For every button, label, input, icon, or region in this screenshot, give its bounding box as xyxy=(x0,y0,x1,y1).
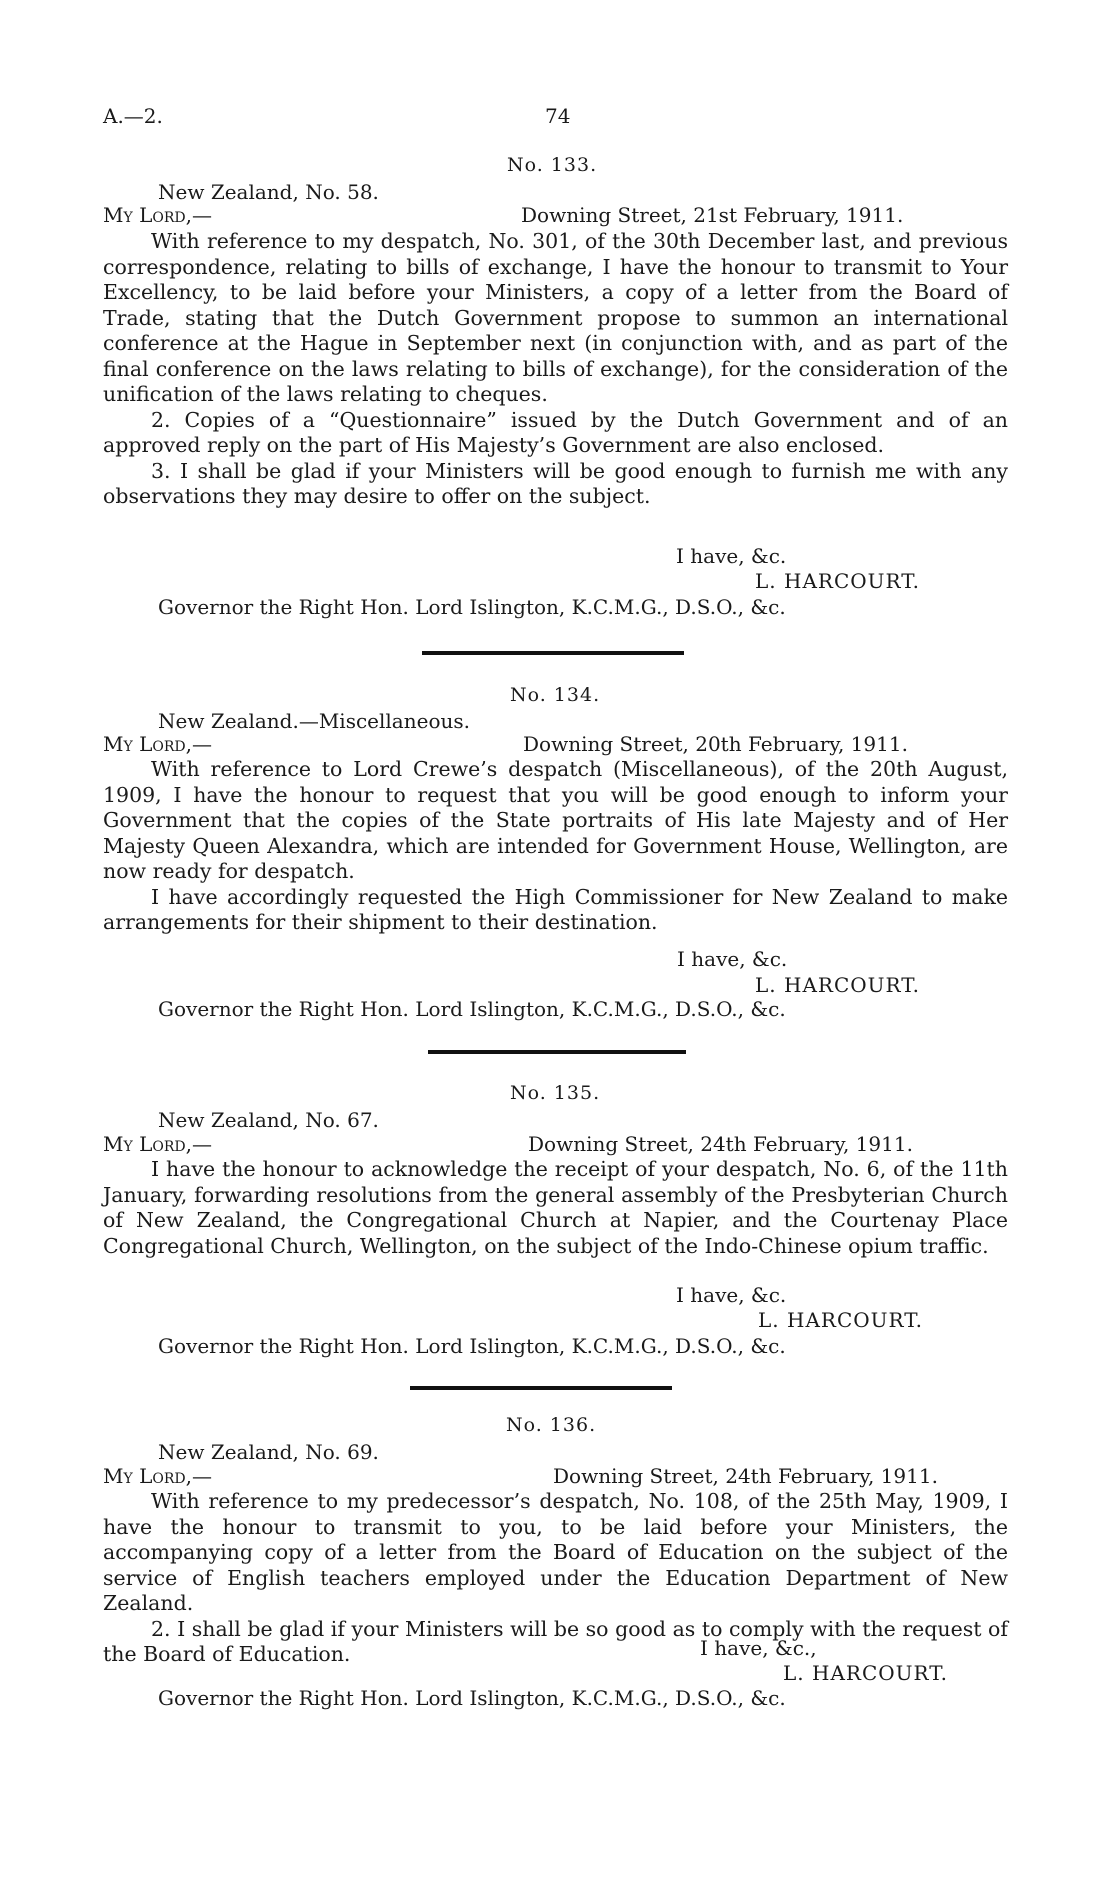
paragraph: 3. I shall be glad if your Ministers will be good enough to furnish me with any observations they may desire to offer on the subject. xyxy=(103,458,1008,508)
paragraph: I have accordingly requested the High Commissioner for New Zealand to make arrangements for their shipment to their destination. xyxy=(103,884,1008,934)
closing: I have, &c., xyxy=(700,1636,817,1660)
letter-body xyxy=(103,1489,1008,1668)
page-reference: A.—2. xyxy=(103,104,163,128)
section-divider xyxy=(410,1386,672,1390)
closing: I have, &c. xyxy=(676,544,787,568)
dateline: Downing Street, 21st February, 1911. xyxy=(521,203,904,227)
letter-address: New Zealand, No. 58. xyxy=(158,180,379,204)
letter-body xyxy=(103,229,1008,510)
paragraph: I have the honour to acknowledge the receipt of your despatch, No. 6, of the 11th January, forwarding resolutions from the general assembly of the Presbyterian Church of New Zealand, the Congregational Church at Napier, and the Courtenay Place Congregational Church, Wellington, on the subject of the Indo-Chinese opium traffic. xyxy=(103,1157,1008,1258)
recipient: Governor the Right Hon. Lord Islington, K.C.M.G., D.S.O., &c. xyxy=(158,1334,786,1358)
salutation: My Lord,— xyxy=(103,1464,212,1488)
letter-address: New Zealand.—Miscellaneous. xyxy=(158,709,470,733)
dateline: Downing Street, 24th February, 1911. xyxy=(553,1464,938,1488)
paragraph: 2. I shall be glad if your Ministers will be so good as to comply with the request of the Board of Education. xyxy=(103,1616,1008,1666)
letter-address: New Zealand, No. 69. xyxy=(158,1440,379,1464)
paragraph: With reference to my despatch, No. 301, of the 30th December last, and previous correspondence, relating to bills of exchange, I have the honour to transmit to Your Excellency, to be laid before your Ministers, a copy of a letter from the Board of Trade, stating that the Dutch Government propose to summon an international conference at the Hague in September next (in conjunction with, and as part of the final conference on the laws relating to bills of exchange), for the consideration of the unification of the laws relating to cheques. xyxy=(103,229,1008,406)
paragraph: With reference to Lord Crewe’s despatch (Miscellaneous), of the 20th August, 1909, I have the honour to request that you will be good enough to inform your Government that the copies of the State portraits of His late Majesty and of Her Majesty Queen Alexandra, which are intended for Government House, Wellington, are now ready for despatch. xyxy=(103,757,1008,883)
signature: L. HARCOURT. xyxy=(755,973,920,997)
signature: L. HARCOURT. xyxy=(783,1661,948,1685)
letter-body xyxy=(103,1157,1008,1259)
dateline: Downing Street, 24th February, 1911. xyxy=(528,1132,913,1156)
section-divider xyxy=(428,1050,686,1054)
letter-number: No. 135. xyxy=(510,1082,601,1104)
paragraph: With reference to my predecessor’s despatch, No. 108, of the 25th May, 1909, I have the honour to transmit to you, to be laid before your Ministers, the accompanying copy of a letter from the Board of Education on the subject of the service of English teachers employed under the Education Department of New Zealand. xyxy=(103,1489,1008,1615)
recipient: Governor the Right Hon. Lord Islington, K.C.M.G., D.S.O., &c. xyxy=(158,1686,786,1710)
salutation: My Lord,— xyxy=(103,732,212,756)
letter-number: No. 134. xyxy=(510,684,601,706)
closing: I have, &c. xyxy=(677,947,788,971)
page-number: 74 xyxy=(545,104,571,128)
dateline: Downing Street, 20th February, 1911. xyxy=(523,732,908,756)
paragraph: 2. Copies of a “Questionnaire” issued by the Dutch Government and of an approved reply on the part of His Majesty’s Government are also enclosed. xyxy=(103,407,1008,457)
salutation: My Lord,— xyxy=(103,203,212,227)
signature: L. HARCOURT. xyxy=(755,569,920,593)
letter-number: No. 133. xyxy=(507,154,598,176)
letter-number: No. 136. xyxy=(506,1414,597,1436)
closing: I have, &c. xyxy=(676,1283,787,1307)
recipient: Governor the Right Hon. Lord Islington, K.C.M.G., D.S.O., &c. xyxy=(158,595,786,619)
section-divider xyxy=(422,651,684,655)
letter-address: New Zealand, No. 67. xyxy=(158,1108,379,1132)
signature: L. HARCOURT. xyxy=(758,1308,923,1332)
letter-body xyxy=(103,757,1008,936)
salutation: My Lord,— xyxy=(103,1132,212,1156)
recipient: Governor the Right Hon. Lord Islington, K.C.M.G., D.S.O., &c. xyxy=(158,997,786,1021)
